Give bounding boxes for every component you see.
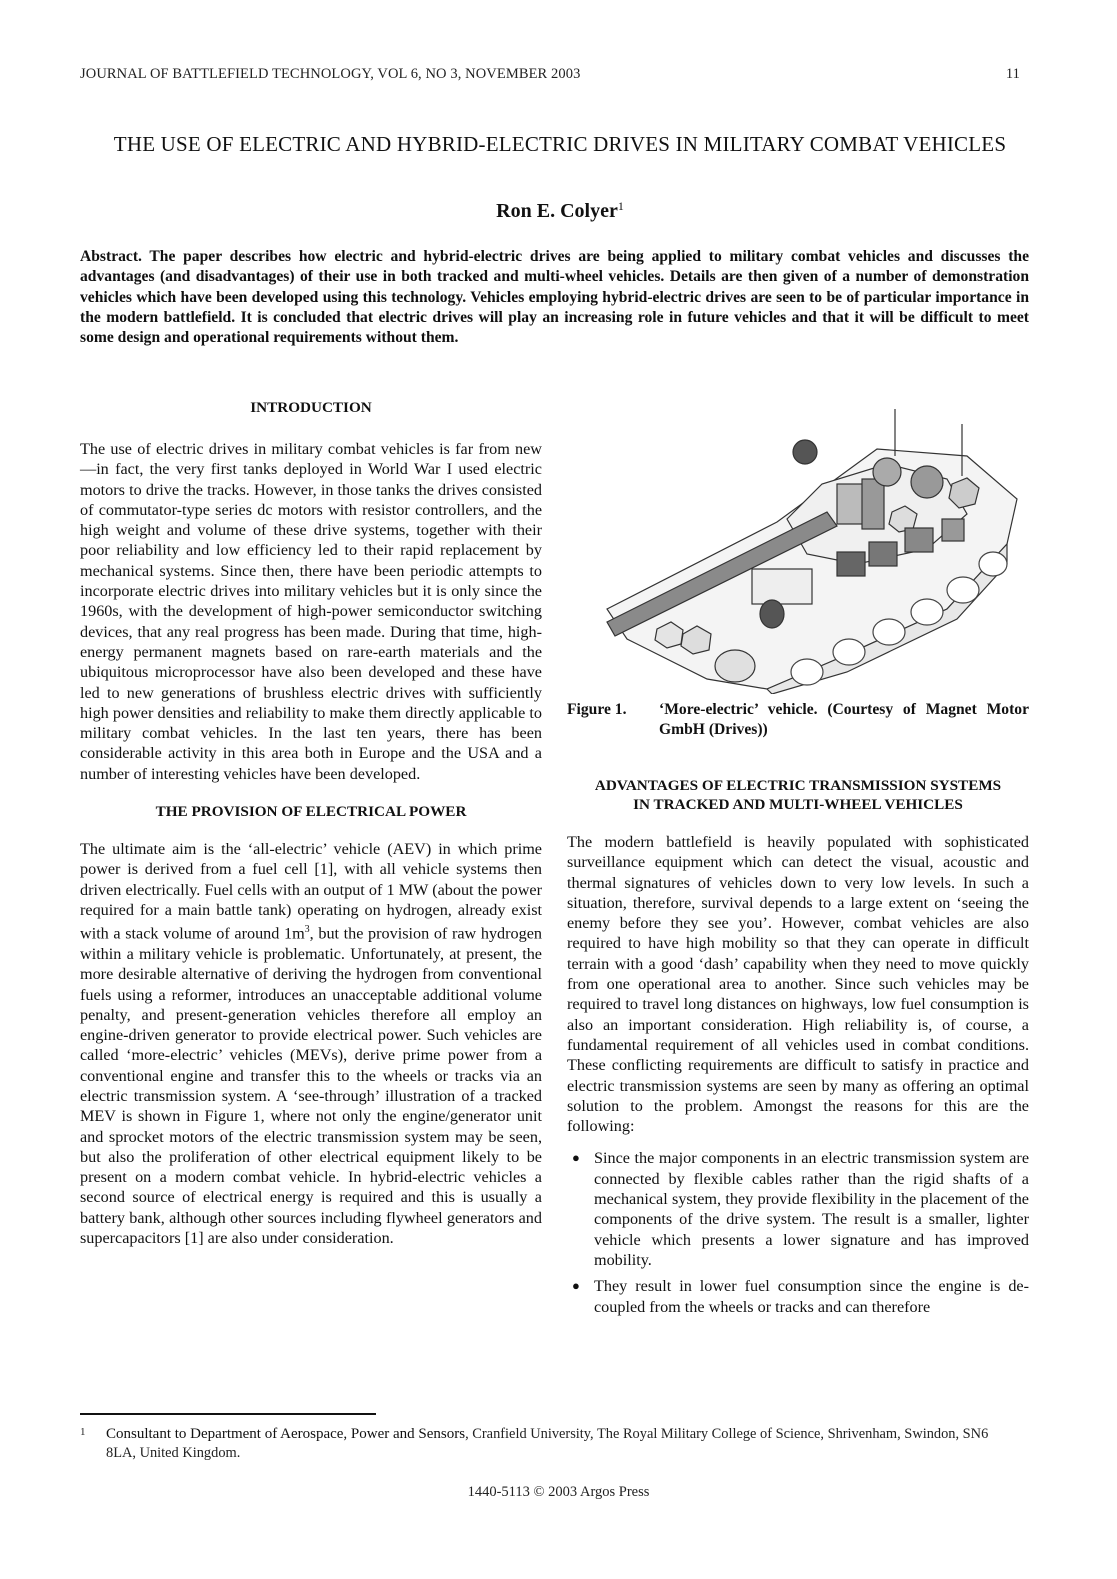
figure-label: Figure 1.: [567, 701, 627, 718]
author-line: [80, 199, 1040, 223]
section-heading-electrical-power: THE PROVISION OF ELECTRICAL POWER: [155, 803, 467, 821]
abstract: Abstract. The paper describes how electric and hybrid-electric drives are being applied to military combat vehicles and discusses the advantages (and disadvantages) of their use in both tracked and multi-wheel vehicles. Details are then given of a number of demonstration vehicles which have been developed using this technology. Vehicles employing hybrid-electric drives are seen to be of particular importance in the modern battlefield. It is concluded that electric drives will play an increasing role in future vehicles and that it will be difficult to meet some design and operational requirements without them.: [80, 248, 1029, 347]
footnote-mark: 1: [80, 1426, 86, 1438]
left-column: [80, 398, 542, 1248]
advantages-bullet-list: [567, 1148, 1029, 1316]
author-footnote-mark[interactable]: 1: [617, 199, 624, 213]
running-header: [80, 66, 1020, 83]
footnote-divider: [80, 1413, 376, 1415]
list-item: ● They result in lower fuel consumption since the engine is de-coupled from the wheels or tracks and can therefore: [572, 1277, 1029, 1316]
page-number: 11: [1005, 66, 1020, 82]
tank-illustration: [587, 404, 1027, 694]
footnote-affiliation-rest: , Cranfield University, The Royal Military College of Science, Shrivenham, Swindon, SN6 8LA, United Kingdom.: [106, 1426, 989, 1461]
journal-name: JOURNAL OF BATTLEFIELD TECHNOLOGY, VOL 6, NO 3, NOVEMBER 2003: [80, 66, 581, 82]
bullet-icon: ●: [572, 1278, 580, 1294]
figure-1: [567, 398, 1029, 690]
page-footer: 1440-5113 © 2003 Argos Press: [467, 1484, 650, 1500]
section-heading-introduction: INTRODUCTION: [250, 399, 372, 416]
advantages-paragraph: The modern battlefield is heavily populated with sophisticated surveillance equipment which can detect the visual, acoustic and thermal signatures of vehicles down to very low levels. In such a situation, therefore, survival depends to a large extent on ‘seeing the enemy before they see you’. However, combat vehicles are also required to have high mobility so that they can operate in difficult terrain with a good ‘dash’ capability when they need to move quickly from one operational area to another. Since such vehicles may be required to travel long distances on highways, low fuel consumption is also an important consideration. High reliability is, of course, a fundamental requirement of all vehicles used in combat conditions. These conflicting requirements are difficult to satisfy in practice and electric transmission systems are seen by many as offering an optimal solution to the problem. Amongst the reasons for this are the following:: [567, 833, 1029, 1136]
figure-1-caption: [567, 700, 1029, 740]
list-item: ● Since the major components in an electric transmission system are connected by flexible cables rather than the rigid shafts of a mechanical system, they provide flexibility in the placement of the components of the drive system. The result is a smaller, lighter vehicle which presents a lower signature and has improved mobility.: [572, 1149, 1029, 1269]
paper-title: THE USE OF ELECTRIC AND HYBRID-ELECTRIC DRIVES IN MILITARY COMBAT VEHICLES: [113, 132, 1007, 156]
bullet-icon: ●: [572, 1150, 580, 1166]
footnote: [80, 1425, 1020, 1463]
section-heading-advantages: ADVANTAGES OF ELECTRIC TRANSMISSION SYSTEMS IN TRACKED AND MULTI-WHEEL VEHICLES: [594, 777, 1002, 813]
right-column: [567, 398, 1029, 1323]
figure-caption-text: ‘More-electric’ vehicle. (Courtesy of Magnet Motor GmbH (Drives)): [659, 701, 1029, 738]
introduction-paragraph: The use of electric drives in military combat vehicles is far from new—in fact, the very first tanks deployed in World War I used electric motors to drive the tracks. However, in those tanks the drives consisted of commutator-type series dc motors with resistor controllers, and the high weight and volume of these drive systems, together with their poor reliability and low efficiency led to their rapid replacement by mechanical systems. Since then, there have been periodic attempts to incorporate electric drives into military vehicles but it is only since the 1960s, with the development of high-power semiconductor switching devices, that any real progress has been made. During that time, high-energy permanent magnets based on rare-earth materials and the ubiquitous microprocessor have also been developed and these have led to new generations of brushless electric drives with sufficiently high power densities and reliability to make them directly applicable to military combat vehicles. In the last ten years, there has been considerable activity in this area both in Europe and the USA and a number of interesting vehicles have been developed.: [80, 440, 542, 783]
footnote-affiliation-dept: Consultant to Department of Aerospace, Power and Sensors: [106, 1426, 466, 1442]
author-name: Ron E. Colyer: [496, 200, 618, 222]
electrical-power-paragraph: The ultimate aim is the ‘all-electric’ vehicle (AEV) in which prime power is derived from a fuel cell [1], with all vehicle systems then driven electrically. Fuel cells with an output of 1 MW (about the power required for a main battle tank) operating on hydrogen, already exist with a stack volume of around $1m^3$, but the provision of raw hydrogen within a military vehicle is problematic. Unfortunately, at present, the more desirable alternative of deriving the hydrogen from conventional fuels using a reformer, introduces an unacceptable additional volume penalty, and present-generation vehicles therefore all employ an engine-driven generator to provide electrical power. Such vehicles are called ‘more-electric’ vehicles (MEVs), derive prime power from a conventional engine and transfer this to the wheels or tracks via an electric transmission system. A ‘see-through’ illustration of a tracked MEV is shown in Figure 1, where not only the engine/generator unit and sprocket motors of the electric transmission system may be seen, but also the proliferation of other electrical equipment likely to be present on a modern combat vehicle. In hybrid-electric vehicles a second source of electrical energy is required and this is usually a battery bank, although other sources including flywheel generators and supercapacitors [1] are also under consideration.: [80, 840, 542, 1248]
